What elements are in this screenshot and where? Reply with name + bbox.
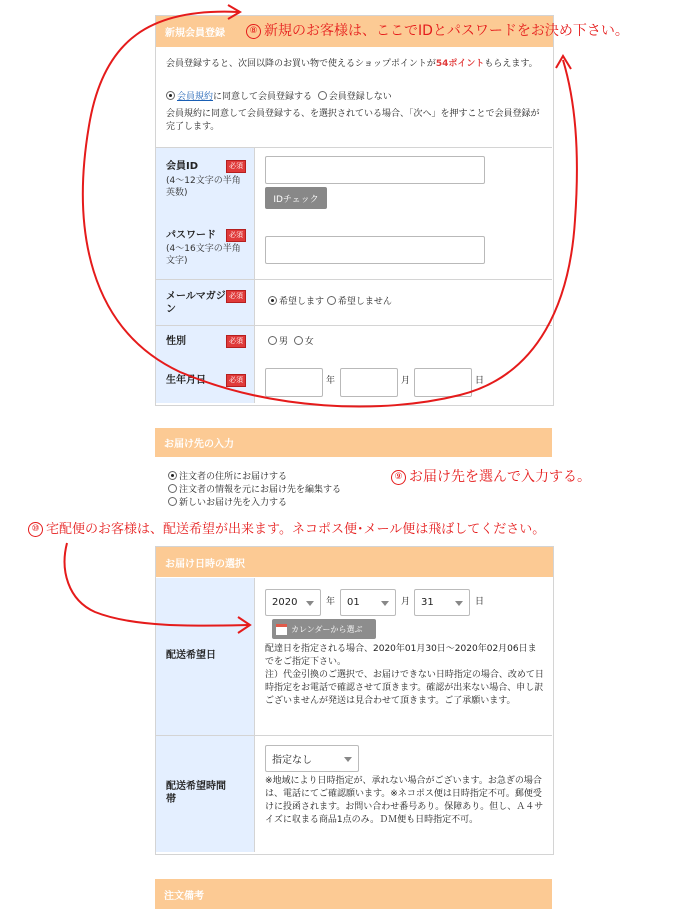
- divider: [156, 735, 552, 736]
- calendar-icon: [276, 624, 287, 635]
- gender-female-label: 女: [304, 337, 314, 347]
- delivery-time-note: ※地域により日時指定が、承れない場合がございます。お急ぎの場合は、電話にてご確認願います。※ネコポス便は日時指定不可。郵便受けに投函されます。お問い合わせ番号あり。保障あり。但し、Ａ４サイズに収まる商品1点のみ。ＤＭ便も日時指定不可。: [265, 776, 544, 825]
- arrow-head: [556, 56, 571, 69]
- id-check-button[interactable]: [265, 187, 327, 209]
- password-label: [166, 229, 216, 242]
- mailmag-yes-label: 希望します: [279, 297, 325, 307]
- address-option-radio[interactable]: [168, 484, 177, 493]
- member-id-hint: (4〜12文字の半角英数): [166, 176, 241, 198]
- birth-day-unit: 日: [475, 376, 485, 386]
- birth-year-input[interactable]: [265, 368, 323, 397]
- annotation-number: ⑧: [246, 24, 261, 39]
- gender-male-label: 男: [279, 337, 289, 347]
- mailmag-options: [268, 296, 392, 309]
- delivery-address-title: お届け先の入力: [164, 439, 234, 450]
- intro-text-end: もらえます。: [484, 59, 538, 69]
- member-id-label-text: 会員ID: [166, 161, 199, 172]
- gender-label: 性別: [166, 336, 186, 347]
- address-option-label: 注文者の情報を元にお届け先を編集する: [179, 485, 342, 495]
- required-badge: 必須: [226, 374, 246, 387]
- delivery-time-select[interactable]: [265, 745, 359, 772]
- disagree-label: 会員登録しない: [328, 92, 392, 102]
- member-registration-title: 新規会員登録: [165, 28, 225, 39]
- agree-radio[interactable]: [166, 91, 175, 100]
- password-label-text: パスワード: [166, 230, 216, 241]
- annotation-number: ⑨: [391, 470, 406, 485]
- delivery-month-value: 01: [347, 597, 360, 608]
- chevron-down-icon: [306, 601, 314, 606]
- address-option-radio[interactable]: [168, 497, 177, 506]
- gender-female-radio[interactable]: [294, 336, 303, 345]
- birthday-label: 生年月日: [166, 375, 206, 386]
- calendar-button[interactable]: [272, 619, 376, 639]
- mailmag-no-radio[interactable]: [327, 296, 336, 305]
- gender-options: [268, 336, 314, 349]
- delivery-day-unit: 日: [475, 597, 485, 607]
- registration-note: 会員規約に同意して会員登録する、を選択されている場合、「次へ」を押すことで会員登録が完了します。: [166, 109, 540, 132]
- required-badge: 必須: [226, 160, 246, 173]
- annotation-8: [246, 20, 629, 40]
- delivery-time-label: 配送希望時間帯: [166, 781, 226, 805]
- address-option[interactable]: [168, 471, 341, 484]
- address-option-radio[interactable]: [168, 471, 177, 480]
- chevron-down-icon: [381, 601, 389, 606]
- chevron-down-icon: [344, 757, 352, 762]
- password-input[interactable]: [265, 236, 485, 264]
- delivery-address-header: [155, 428, 552, 457]
- birth-day-input[interactable]: [414, 368, 472, 397]
- registration-choice: [166, 91, 548, 104]
- annotation-10: [28, 518, 545, 537]
- annotation-9: [391, 466, 591, 486]
- annotation-text: お届け先を選んで入力する。: [409, 469, 591, 485]
- delivery-day-select[interactable]: [414, 589, 470, 616]
- address-option-label: 新しいお届け先を入力する: [179, 498, 288, 508]
- delivery-datetime-header: [156, 547, 553, 577]
- delivery-date-note: 配達日を指定される場合、2020年01月30日〜2020年02月06日までをご指定下さい。 注）代金引換のご選択で、お届けできない日時指定の場合、改めて日時指定をお電話で確認させて頂きます。確認が出来ない場合、申し訳ございませんが発送は見合わせて頂きます。ご了承願います。: [265, 644, 544, 706]
- delivery-year-value: 2020: [272, 597, 298, 608]
- delivery-time-value: 指定なし: [272, 755, 312, 766]
- gender-male-radio[interactable]: [268, 336, 277, 345]
- annotation-text: 宅配便のお客様は、配送希望が出来ます。ネコポス便･メール便は飛ばしてください。: [46, 522, 546, 537]
- address-option[interactable]: [168, 484, 341, 497]
- delivery-day-value: 31: [421, 597, 434, 608]
- chevron-down-icon: [455, 601, 463, 606]
- order-notes-title: 注文備考: [164, 890, 204, 902]
- intro-text: 会員登録すると、次回以降のお買い物で使えるショップポイントが: [166, 59, 436, 69]
- delivery-datetime-title: お届け日時の選択: [165, 558, 245, 570]
- points-value: 54ポイント: [435, 59, 485, 69]
- delivery-year-select[interactable]: [265, 589, 321, 616]
- mailmag-yes-radio[interactable]: [268, 296, 277, 305]
- member-id-label: [166, 160, 198, 173]
- calendar-button-label: カレンダーから選ぶ: [291, 624, 363, 634]
- delivery-month-unit: 月: [401, 597, 411, 607]
- disagree-radio[interactable]: [318, 91, 327, 100]
- delivery-month-select[interactable]: [340, 589, 396, 616]
- address-option-label: 注文者の住所にお届けする: [179, 472, 288, 482]
- member-id-input[interactable]: [265, 156, 485, 184]
- divider: [156, 325, 552, 326]
- delivery-year-unit: 年: [326, 597, 336, 607]
- divider: [156, 279, 552, 280]
- required-badge: 必須: [226, 335, 246, 348]
- order-notes-header: [155, 879, 552, 909]
- registration-intro: [166, 58, 548, 71]
- password-hint: (4〜16文字の半角文字): [166, 244, 241, 266]
- annotation-text: 新規のお客様は、ここでIDとパスワードをお決め下さい。: [264, 23, 629, 39]
- annotation-number: ⑩: [28, 522, 43, 537]
- delivery-address-options: [168, 471, 341, 510]
- mailmag-label: メールマガジン: [166, 291, 226, 315]
- label-column: [156, 578, 255, 852]
- birth-month-unit: 月: [401, 376, 411, 386]
- mailmag-no-label: 希望しません: [337, 297, 392, 307]
- id-check-label: IDチェック: [273, 194, 319, 205]
- agree-label: に同意して会員登録する: [213, 92, 313, 102]
- birth-month-input[interactable]: [340, 368, 398, 397]
- birth-year-unit: 年: [326, 376, 336, 386]
- terms-link[interactable]: 会員規約: [177, 92, 214, 102]
- required-badge: 必須: [226, 290, 246, 303]
- required-badge: 必須: [226, 229, 246, 242]
- address-option[interactable]: [168, 497, 341, 510]
- delivery-date-label: 配送希望日: [166, 650, 216, 661]
